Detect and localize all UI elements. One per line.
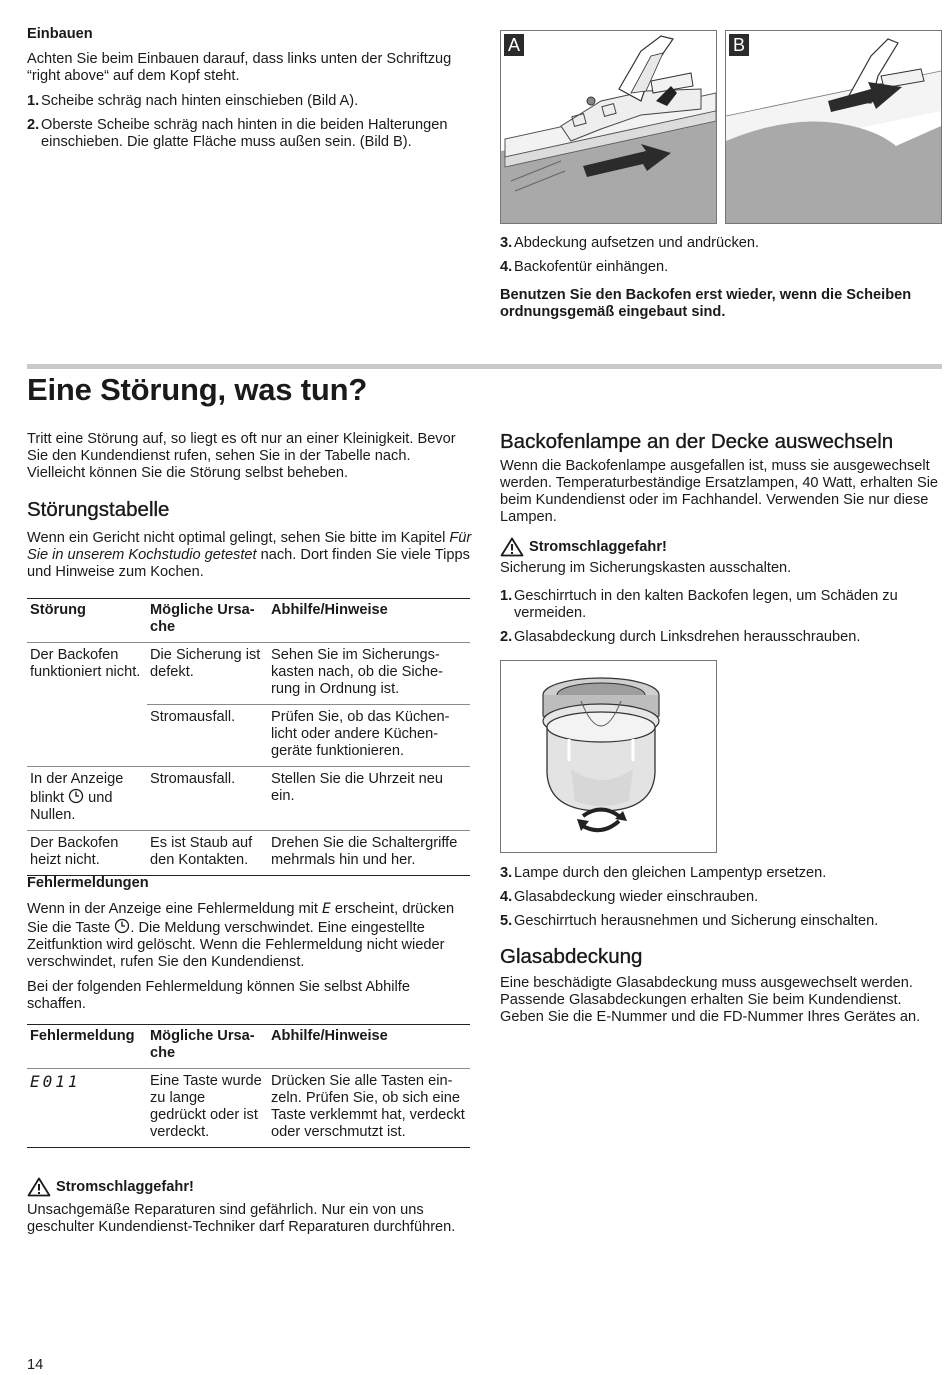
errors-text-a: Wenn in der Anzeige eine Fehlermeldung mit <box>27 901 323 917</box>
col-header-cause: Mögliche Ursache <box>150 602 255 635</box>
trouble-intro: Tritt eine Störung auf, so liegt es oft nur an einer Kleinigkeit. Bevor Sie den Kundendienst rufen, sehen Sie in der Tabelle nach. Vielleicht können Sie die Störung selbst beheben. <box>27 431 456 481</box>
table-intro <box>27 530 472 581</box>
error-code-cell <box>27 1069 147 1148</box>
lamp-step-1 <box>500 588 943 622</box>
step-number: 4. <box>500 889 513 905</box>
figure-b <box>725 30 942 224</box>
figure-a <box>500 30 717 224</box>
table-intro-reference: Für Sie in unserem Kochstudio getestet <box>27 530 472 563</box>
cause-cell: Stromausfall. <box>147 767 268 831</box>
install-steps-after <box>500 235 940 321</box>
repair-warning <box>27 1177 472 1236</box>
install-step-4 <box>500 259 940 276</box>
warning-title <box>27 1177 472 1197</box>
remedy-cell: Sehen Sie im Sicherungskasten nach, ob die Sicherung in Ordnung ist. <box>268 643 470 705</box>
step-number: 2. <box>27 117 40 133</box>
col-header-remedy: Abhilfe/Hinweise <box>271 602 388 618</box>
install-step-3 <box>500 235 940 252</box>
step-number: 2. <box>500 629 513 645</box>
figure-a-label: A <box>504 34 524 56</box>
errors-paragraph-1 <box>27 900 472 971</box>
step-number: 4. <box>500 259 513 275</box>
step-text: Geschirrtuch in den kalten Backofen legen, um Schäden zu vermeiden. <box>514 588 898 621</box>
lamp-step-4 <box>500 889 943 906</box>
clock-icon <box>114 918 130 934</box>
errors-text-c: . Die Meldung verschwindet. Eine eingestellte Zeitfunktion wird gelöscht. Wenn die Fehlermeldung nicht wieder verschwindet, rufen Sie den Kundendienst. <box>27 920 445 970</box>
table-row <box>27 767 470 831</box>
clock-icon <box>68 788 84 804</box>
page-title: Eine Störung, was tun? <box>27 372 368 407</box>
lamp-steps-after <box>500 865 943 937</box>
step-text: Oberste Scheibe schräg nach hinten in die beiden Halterungen einschieben. Die glatte Fläche muss außen sein. (Bild B). <box>41 117 448 150</box>
fault-table-container <box>27 598 470 876</box>
fault-cell: Der Backofen funktioniert nicht. <box>27 643 147 767</box>
warning-icon <box>27 1177 51 1197</box>
lamp-step-5 <box>500 913 943 930</box>
table-intro-block <box>27 530 472 581</box>
install-step-1 <box>27 93 472 110</box>
step-number: 3. <box>500 235 513 251</box>
remedy-cell: Drücken Sie alle Tasten einzeln. Prüfen Sie, ob sich eine Taste verklemmt hat, verdeckt oder verschmutzt ist. <box>268 1069 470 1148</box>
glass-text: Eine beschädigte Glasabdeckung muss ausgewechselt werden. Passende Glasabdeckungen erhalten Sie beim Kundendienst. Geben Sie die E-Nummer und die FD-Nummer Ihres Gerätes an. <box>500 975 921 1025</box>
step-text: Glasabdeckung durch Linksdrehen herausschrauben. <box>514 629 861 645</box>
errors-paragraph-2: Bei der folgenden Fehlermeldung können Sie selbst Abhilfe schaffen. <box>27 979 410 1012</box>
warning-label: Stromschlaggefahr! <box>56 1178 194 1195</box>
glass-heading: Glasabdeckung <box>500 945 643 968</box>
fault-cell: Der Backofen heizt nicht. <box>27 831 147 876</box>
table-header-row <box>27 599 470 643</box>
table-row <box>27 643 470 705</box>
cause-cell: Es ist Staub auf den Kontakten. <box>147 831 268 876</box>
warning-label: Stromschlaggefahr! <box>529 538 667 555</box>
step-number: 1. <box>27 93 40 109</box>
install-note: Benutzen Sie den Backofen erst wieder, wenn die Scheiben ordnungsgemäß eingebaut sind. <box>500 287 912 320</box>
step-text: Abdeckung aufsetzen und andrücken. <box>514 235 760 251</box>
error-table-container <box>27 1024 470 1148</box>
fault-text-b: und Nullen. <box>30 790 113 823</box>
step-text: Geschirrtuch herausnehmen und Sicherung einschalten. <box>514 913 879 929</box>
install-step-2 <box>27 117 472 151</box>
warning-text: Unsachgemäße Reparaturen sind gefährlich. Nur ein von uns geschulter Kundendienst-Techniker darf Reparaturen durchführen. <box>27 1202 456 1235</box>
errors-heading: Fehlermeldungen <box>27 875 149 891</box>
col-header-remedy: Abhilfe/Hinweise <box>271 1028 388 1044</box>
lamp-warning-text: Sicherung im Sicherungskasten ausschalten. <box>500 560 792 576</box>
remedy-cell: Drehen Sie die Schaltergriffe mehrmals hin und her. <box>268 831 470 876</box>
table-intro-text-1: Wenn ein Gericht nicht optimal gelingt, sehen Sie bitte im Kapitel <box>27 530 450 546</box>
install-intro: Achten Sie beim Einbauen darauf, dass links unten der Schriftzug “right above“ auf dem Kopf steht. <box>27 51 452 84</box>
lamp-heading: Backofenlampe an der Decke auswechseln <box>500 430 894 453</box>
col-header-fault: Störung <box>30 602 86 618</box>
cause-cell: Stromausfall. <box>147 705 268 767</box>
col-header-cause: Mögliche Ursache <box>150 1028 255 1061</box>
fault-table <box>27 598 470 876</box>
error-table <box>27 1024 470 1148</box>
lamp-cover-illustration <box>501 661 716 852</box>
lamp-step-3 <box>500 865 943 882</box>
table-heading: Störungstabelle <box>27 498 170 521</box>
warning-icon <box>500 537 524 557</box>
error-code: E011 <box>30 1072 81 1091</box>
step-text: Glasabdeckung wieder einschrauben. <box>514 889 759 905</box>
page-number: 14 <box>27 1357 44 1373</box>
lamp-section <box>500 458 943 653</box>
lamp-step-2 <box>500 629 943 646</box>
step-number: 3. <box>500 865 513 881</box>
fault-cell <box>27 767 147 831</box>
warning-title <box>500 537 943 557</box>
step-number: 5. <box>500 913 513 929</box>
lamp-intro: Wenn die Backofenlampe ausgefallen ist, muss sie ausgewechselt werden. Temperaturbeständige Ersatzlampen, 40 Watt, erhalten Sie beim Kundendienst oder im Fachhandel. Verwenden Sie nur diese Lampen. <box>500 458 939 525</box>
step-text: Lampe durch den gleichen Lampentyp ersetzen. <box>514 865 827 881</box>
remedy-cell: Prüfen Sie, ob das Küchenlicht oder andere Küchengeräte funktionieren. <box>268 705 470 767</box>
glass-section <box>500 975 943 1026</box>
table-row <box>27 1069 470 1148</box>
install-section <box>27 26 472 158</box>
error-section <box>27 875 472 1013</box>
lamp-figure <box>500 660 717 853</box>
error-symbol: E <box>322 900 331 917</box>
install-heading: Einbauen <box>27 26 93 42</box>
step-text: Backofentür einhängen. <box>514 259 669 275</box>
table-intro-text-2: nach. Dort finden Sie viele Tipps und Hinweise zum Kochen. <box>27 547 470 580</box>
step-number: 1. <box>500 588 513 604</box>
panel-insertion-illustration <box>501 31 716 223</box>
cause-cell: Eine Taste wurde zu lange gedrückt oder ist verdeckt. <box>147 1069 268 1148</box>
section-divider <box>27 364 942 369</box>
remedy-cell: Stellen Sie die Uhrzeit neu ein. <box>268 767 470 831</box>
fault-text-a: In der Anzeige blinkt <box>30 771 124 806</box>
cause-cell: Die Sicherung ist defekt. <box>147 643 268 705</box>
errors-text-b: erscheint, drücken Sie die Taste <box>27 901 455 936</box>
step-text: Scheibe schräg nach hinten einschieben (Bild A). <box>41 93 359 109</box>
table-row <box>27 831 470 876</box>
trouble-intro-block <box>27 431 472 482</box>
top-panel-insertion-illustration <box>726 31 941 223</box>
table-header-row <box>27 1025 470 1069</box>
col-header-error: Fehlermeldung <box>30 1028 135 1044</box>
figure-b-label: B <box>729 34 749 56</box>
